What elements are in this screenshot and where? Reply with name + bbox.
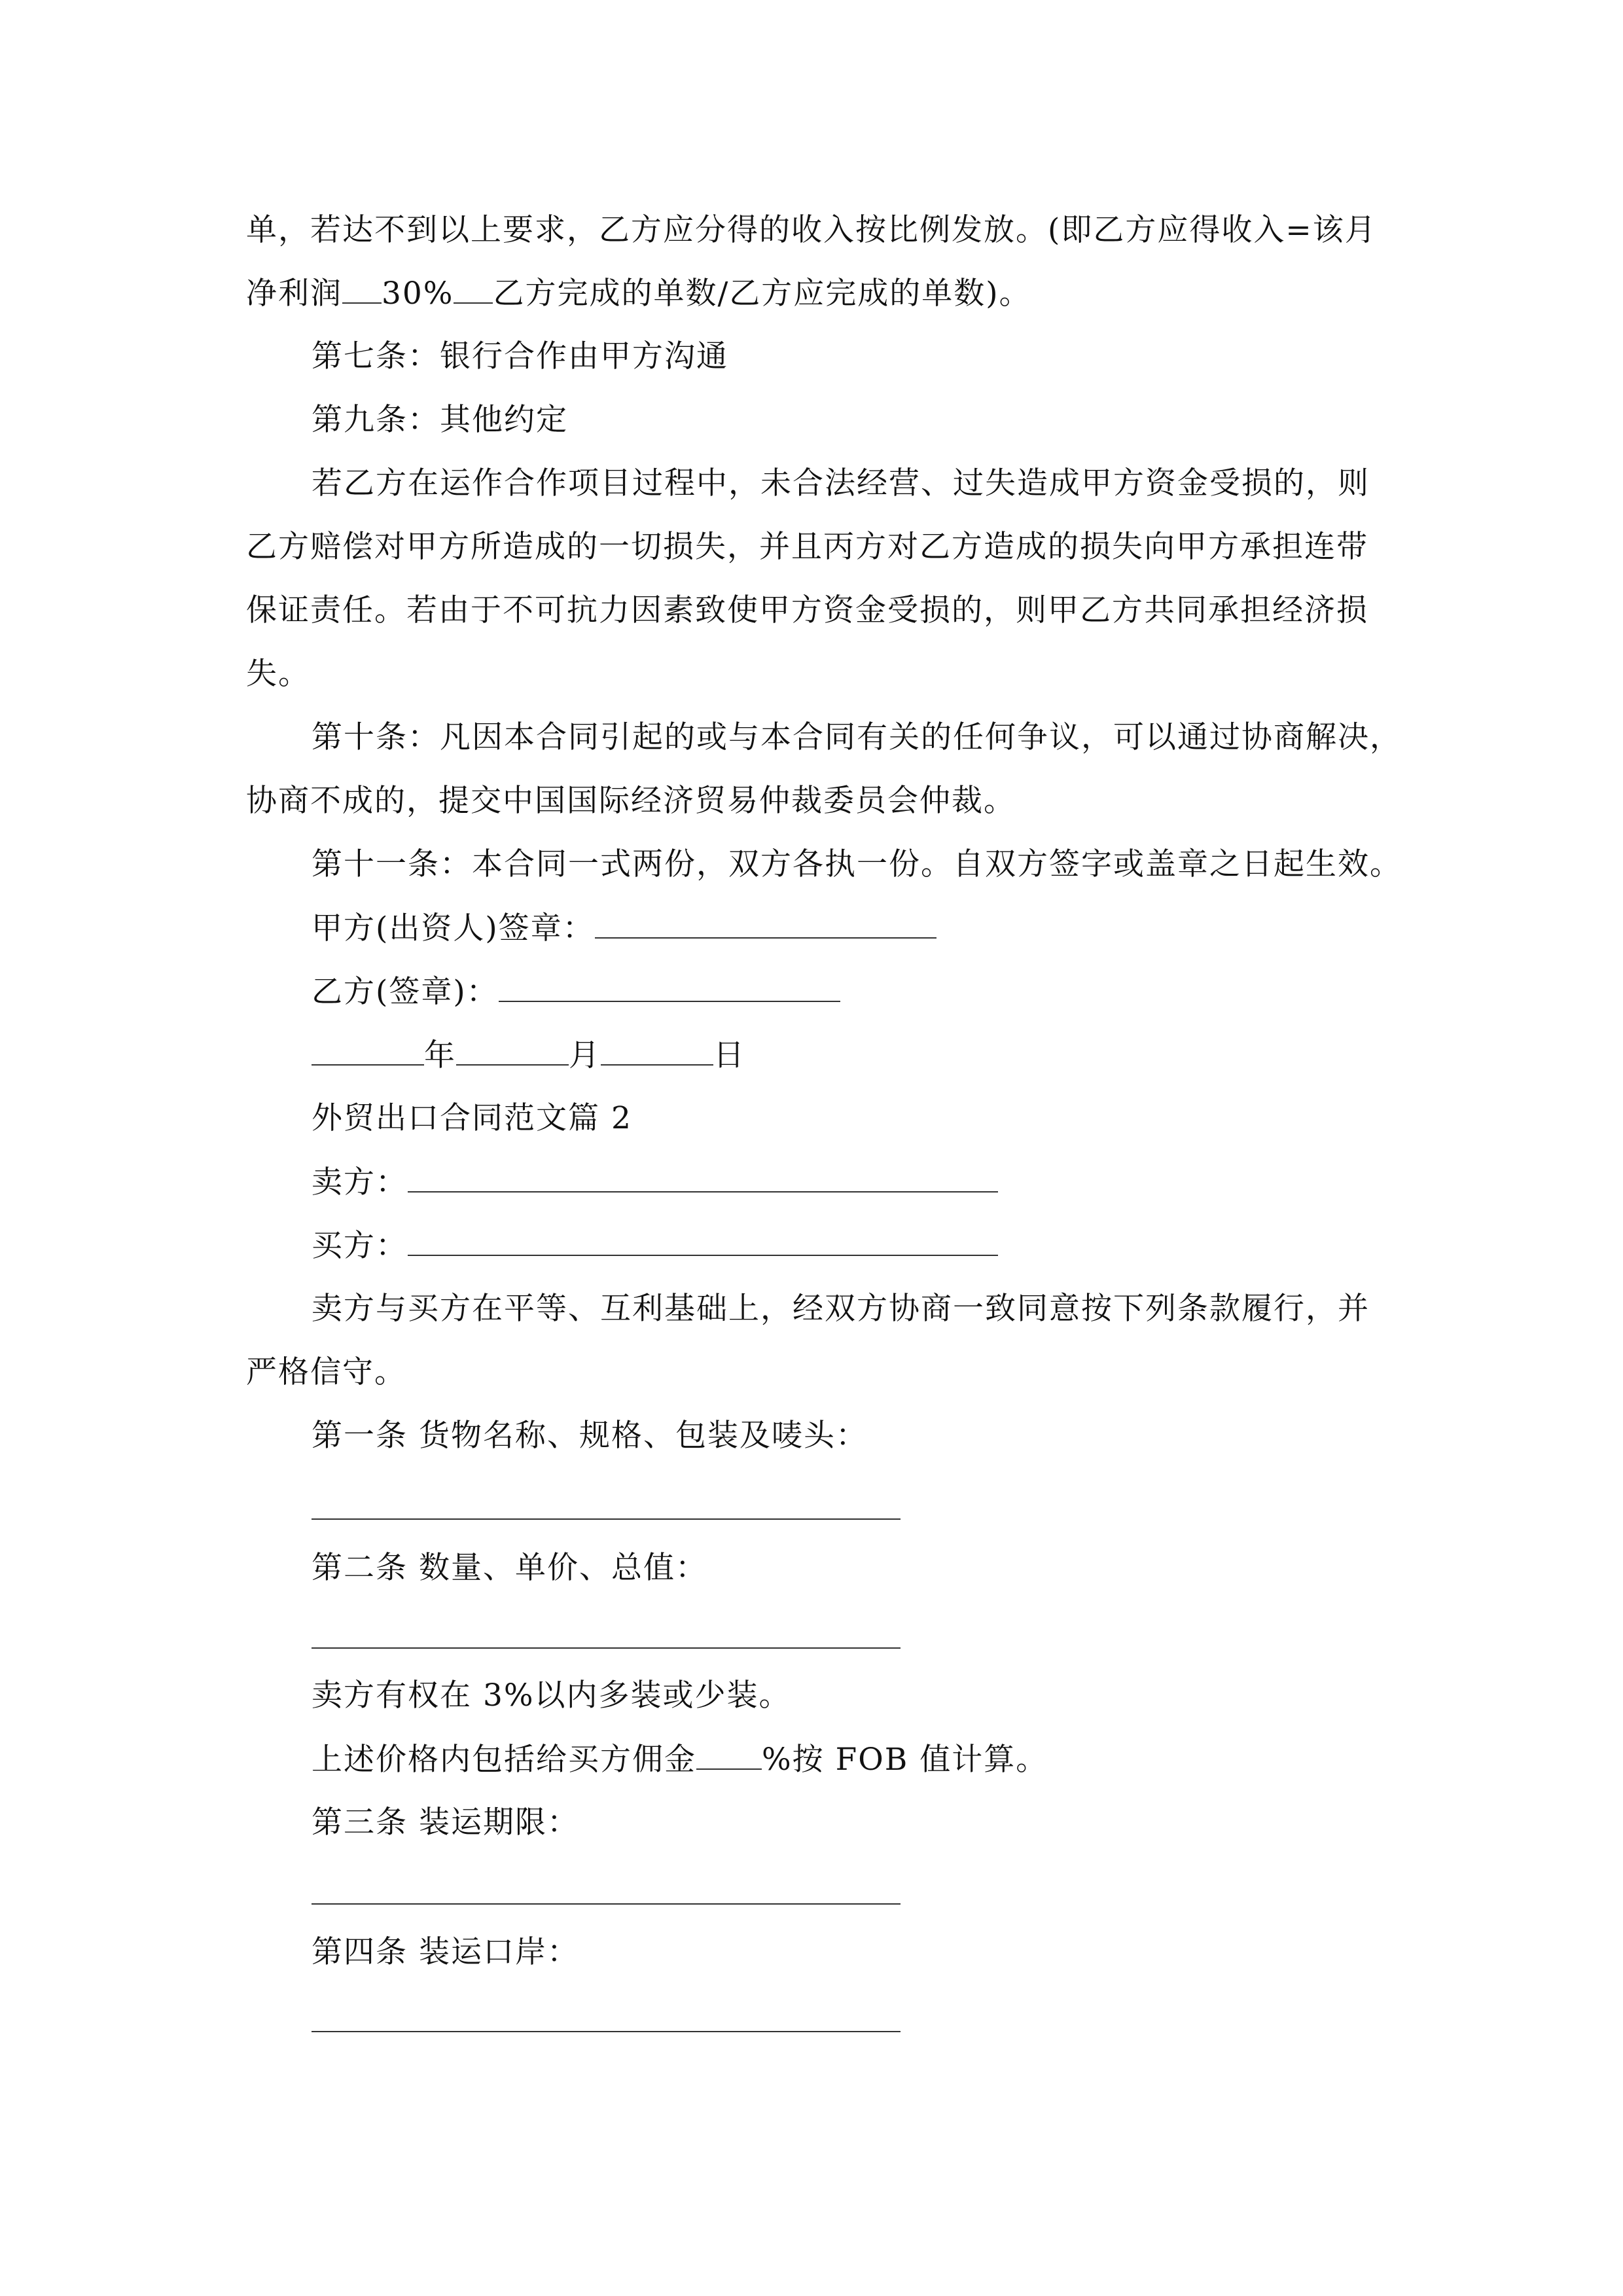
month-label: 月 xyxy=(569,1037,601,1073)
seller-blank[interactable] xyxy=(408,1162,998,1193)
paragraph-line: 单，若达不到以上要求，乙方应分得的收入按比例发放。(即乙方应得收入=该月 xyxy=(246,212,1377,248)
clause-4: 第四条 装运口岸： xyxy=(312,1934,579,1970)
date-line xyxy=(312,1035,745,1075)
signature-blank[interactable] xyxy=(595,908,936,939)
buyer-line xyxy=(312,1226,998,1266)
preamble-line: 严格信守。 xyxy=(246,1354,406,1390)
year-blank[interactable] xyxy=(312,1035,424,1066)
signature-line-party-b xyxy=(312,972,840,1012)
clause-2-blank[interactable] xyxy=(312,1647,901,1649)
day-label: 日 xyxy=(713,1037,745,1073)
clause-1-blank[interactable] xyxy=(312,1518,901,1520)
article-10-line: 第十条：凡因本合同引起的或与本合同有关的任何争议，可以通过协商解决， xyxy=(312,719,1402,755)
day-blank[interactable] xyxy=(601,1035,713,1066)
year-label: 年 xyxy=(424,1037,456,1073)
signature-line-party-a xyxy=(312,908,936,948)
clause-2: 第二条 数量、单价、总值： xyxy=(312,1550,707,1586)
paragraph-line: 保证责任。若由于不可抗力因素致使甲方资金受损的，则甲乙方共同承担经济损 xyxy=(246,592,1368,628)
preamble-line: 卖方与买方在平等、互利基础上，经双方协商一致同意按下列条款履行，并 xyxy=(312,1291,1370,1327)
clause-3-blank[interactable] xyxy=(312,1903,901,1905)
signature-label: 甲方(出资人)签章： xyxy=(312,910,595,946)
signature-blank[interactable] xyxy=(499,972,840,1002)
seller-label: 卖方： xyxy=(312,1164,408,1200)
article-7: 第七条：银行合作由甲方沟通 xyxy=(312,338,728,374)
text-span: 乙方完成的单数/乙方应完成的单数)。 xyxy=(493,276,1031,312)
section-title: 外贸出口合同范文篇 2 xyxy=(312,1100,632,1136)
article-11: 第十一条：本合同一式两份，双方各执一份。自双方签字或盖章之日起生效。 xyxy=(312,846,1402,882)
signature-label: 乙方(签章)： xyxy=(312,974,499,1010)
clause-1: 第一条 货物名称、规格、包装及唛头： xyxy=(312,1418,868,1454)
text-span: 净利润 xyxy=(246,276,342,312)
paragraph-line: 若乙方在运作合作项目过程中，未合法经营、过失造成甲方资金受损的，则 xyxy=(312,465,1370,501)
blank-underline xyxy=(454,274,493,304)
buyer-label: 买方： xyxy=(312,1228,408,1264)
blank-underline xyxy=(342,274,382,304)
clause-3: 第三条 装运期限： xyxy=(312,1804,579,1840)
clause-4-blank[interactable] xyxy=(312,2031,901,2032)
month-blank[interactable] xyxy=(456,1035,569,1066)
seller-line xyxy=(312,1162,998,1202)
clause-2-commission xyxy=(312,1740,1048,1780)
clause-2-note: 卖方有权在 3%以内多装或少装。 xyxy=(312,1677,791,1713)
text-span: %按 FOB 值计算。 xyxy=(762,1742,1048,1778)
percent-text: 30% xyxy=(382,276,454,312)
commission-blank[interactable] xyxy=(696,1740,762,1770)
article-10-line: 协商不成的，提交中国国际经济贸易仲裁委员会仲裁。 xyxy=(246,783,1016,819)
text-span: 上述价格内包括给买方佣金 xyxy=(312,1742,696,1778)
buyer-blank[interactable] xyxy=(408,1226,998,1256)
article-9-heading: 第九条：其他约定 xyxy=(312,402,568,438)
paragraph-line: 乙方赔偿对甲方所造成的一切损失，并且丙方对乙方造成的损失向甲方承担连带 xyxy=(246,529,1368,565)
paragraph-line: 失。 xyxy=(246,656,310,692)
paragraph-line xyxy=(246,274,1031,314)
